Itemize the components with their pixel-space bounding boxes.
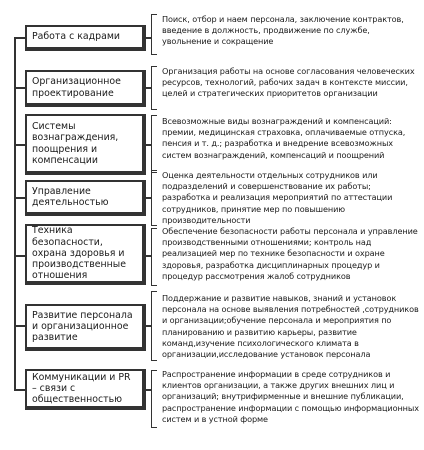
function-description-6: Поддержание и развитие навыков, знаний и установок персонала на основе выявления потребностей ,сотрудников и организации;обучение персонала и мероприятия по планированию и развитию карьеры, развитие команд,изучение психологического климата в организации,исследование установок персонала bbox=[162, 293, 419, 360]
description-brace-4 bbox=[151, 170, 157, 226]
function-description-5: Обеспечение безопасности работы персонала и управление производственными отношениями; контроль над реализацией мер по технике безопасности и охране здоровья, разработка дисциплинарных процедур и процедур рассмотрения жалоб сотрудников bbox=[162, 226, 418, 281]
function-box-1 bbox=[25, 25, 146, 51]
description-brace-1 bbox=[151, 14, 157, 55]
function-box-4 bbox=[25, 180, 146, 216]
connector-stub bbox=[14, 197, 25, 199]
connector-stub bbox=[14, 255, 25, 257]
description-brace-7 bbox=[151, 370, 157, 428]
function-box-6 bbox=[25, 304, 146, 351]
description-brace-3 bbox=[151, 115, 157, 173]
function-label-6: Развитие персонала и организационное развитие bbox=[32, 309, 133, 344]
function-label-5: Техника безопасности, охрана здоровья и производственные отношения bbox=[32, 225, 126, 282]
function-label-4: Управление деятельностью bbox=[32, 185, 109, 208]
function-description-4: Оценка деятельности отдельных сотрудников или подразделений и совершенствование их работы; разработка и реализация мероприятий по аттестации сотрудников, принятие мер по повышению производительности bbox=[162, 170, 393, 225]
function-label-7: Коммуникации и PR – связи с общественностью bbox=[32, 371, 131, 406]
description-brace-6 bbox=[151, 291, 157, 361]
connector-stub bbox=[14, 389, 25, 391]
function-description-1: Поиск, отбор и наем персонала, заключение контрактов, введение в должность, продвижение по службе, увольнение и сокращение bbox=[162, 14, 404, 47]
function-description-7: Распространение информации в среде сотрудников и клиентов организации, а также других внешних лиц и организаций; внутрифирменные и внешние публикации, распространение информации с помощью информационных систем и в устной форме bbox=[162, 369, 419, 424]
connector-stub bbox=[14, 87, 25, 89]
function-label-2: Организационное проектирование bbox=[32, 76, 121, 99]
function-label-3: Системы вознаграждения, поощрения и компенсации bbox=[32, 120, 119, 166]
function-description-2: Организация работы на основе согласования человеческих ресурсов, технологий, рабочих задач в контексте миссии, целей и стратегических приоритетов организации bbox=[162, 66, 415, 99]
connector-vertical-line bbox=[14, 37, 16, 389]
function-label-1: Работа с кадрами bbox=[32, 31, 120, 43]
description-brace-2 bbox=[151, 66, 157, 110]
connector-stub bbox=[14, 37, 25, 39]
connector-stub bbox=[14, 325, 25, 327]
function-box-2 bbox=[25, 70, 146, 107]
description-brace-5 bbox=[151, 228, 157, 286]
function-box-5 bbox=[25, 224, 146, 285]
connector-stub bbox=[14, 144, 25, 146]
function-box-3 bbox=[25, 114, 146, 175]
function-box-7 bbox=[25, 369, 146, 410]
function-description-3: Всевозможные виды вознаграждений и компенсаций: премии, медицинская страховка, оплачиваемые отпуска, пенсия и т. д.; разработка и внедрение всевозможных систем вознаграждений, компенсаций и поощрений bbox=[162, 116, 406, 160]
